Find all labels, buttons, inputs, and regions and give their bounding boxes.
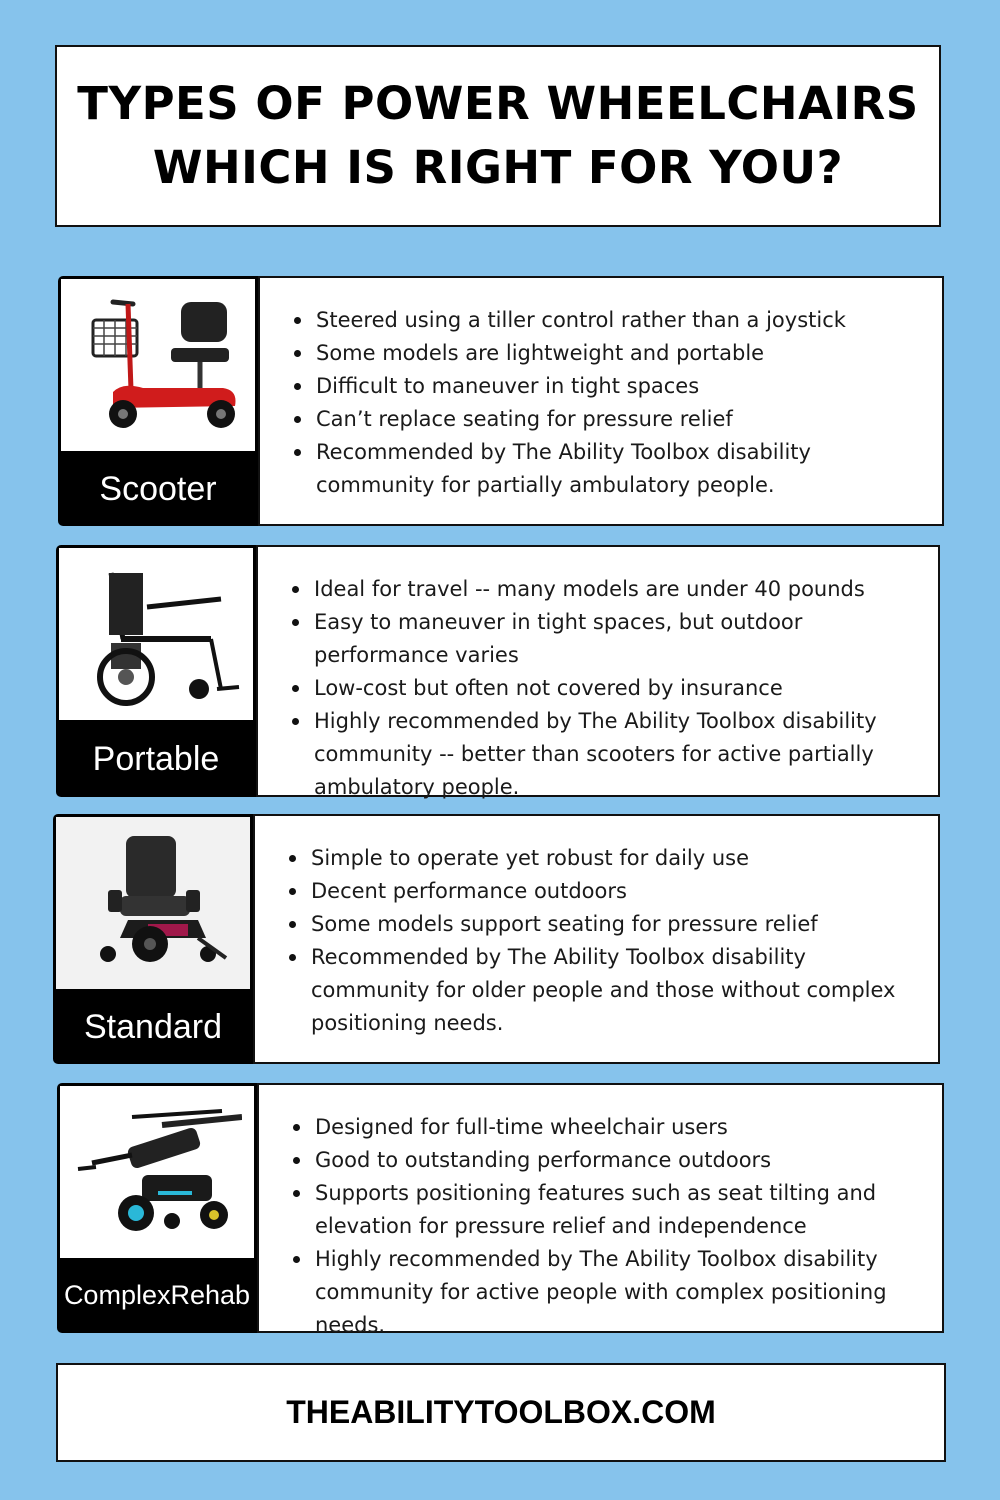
standard-card xyxy=(53,814,940,1064)
scooter-card xyxy=(58,276,944,526)
list-item: Can’t replace seating for pressure relief xyxy=(316,403,922,436)
complex-rehab-label-line-2: Rehab xyxy=(170,1280,251,1310)
list-item: Highly recommended by The Ability Toolbox disability community for active people with complex positioning needs. xyxy=(315,1243,922,1342)
portable-image xyxy=(59,548,253,720)
list-item: Easy to maneuver in tight spaces, but outdoor performance varies xyxy=(314,606,918,672)
complex-rehab-image xyxy=(60,1086,254,1258)
scooter-image xyxy=(61,279,255,451)
list-item: Highly recommended by The Ability Toolbox disability community -- better than scooters for active partially ambulatory people. xyxy=(314,705,918,804)
standard-image xyxy=(56,817,250,989)
portable-label-panel xyxy=(56,545,256,797)
footer-website: THEABILITYTOOLBOX.COM xyxy=(56,1363,946,1462)
title-line-1: TYPES OF POWER WHEELCHAIRS xyxy=(77,77,919,130)
standard-label: Standard xyxy=(84,1007,222,1046)
scooter-label-panel xyxy=(58,276,258,526)
portable-details xyxy=(256,545,940,797)
list-item: Decent performance outdoors xyxy=(311,875,918,908)
portable-label: Portable xyxy=(92,739,220,778)
list-item: Some models are lightweight and portable xyxy=(316,337,922,370)
complex-rehab-label xyxy=(57,1258,257,1333)
list-item: Ideal for travel -- many models are under 40 pounds xyxy=(314,573,918,606)
complex-rehab-label-panel xyxy=(57,1083,257,1333)
list-item: Steered using a tiller control rather than a joystick xyxy=(316,304,922,337)
list-item: Low-cost but often not covered by insurance xyxy=(314,672,918,705)
standard-details xyxy=(253,814,940,1064)
scooter-label: Scooter xyxy=(99,469,217,508)
list-item: Good to outstanding performance outdoors xyxy=(315,1144,922,1177)
title-line-2: WHICH IS RIGHT FOR YOU? xyxy=(152,141,844,194)
standard-label-panel xyxy=(53,814,253,1064)
title-box xyxy=(55,45,941,227)
list-item: Designed for full-time wheelchair users xyxy=(315,1111,922,1144)
list-item: Difficult to maneuver in tight spaces xyxy=(316,370,922,403)
portable-card xyxy=(56,545,940,797)
scooter-details xyxy=(258,276,944,526)
list-item: Supports positioning features such as seat tilting and elevation for pressure relief and independence xyxy=(315,1177,922,1243)
complex-rehab-card xyxy=(57,1083,944,1337)
list-item: Recommended by The Ability Toolbox disability community for partially ambulatory people. xyxy=(316,436,922,502)
list-item: Recommended by The Ability Toolbox disability community for older people and those without complex positioning needs. xyxy=(311,941,918,1040)
list-item: Some models support seating for pressure relief xyxy=(311,908,918,941)
complex-rehab-details xyxy=(257,1083,944,1337)
list-item: Simple to operate yet robust for daily use xyxy=(311,842,918,875)
complex-rehab-label-line-1: Complex xyxy=(63,1280,171,1310)
